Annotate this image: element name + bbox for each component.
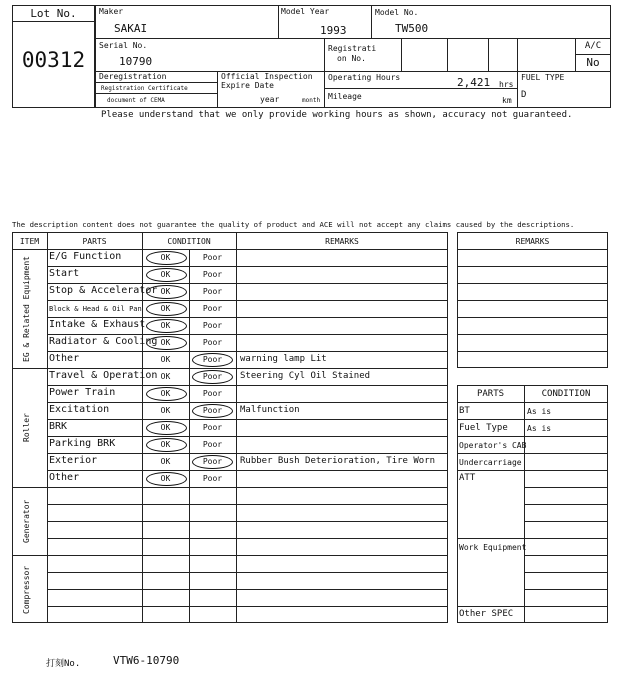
year-label: year: [260, 95, 280, 104]
poor-option: Poor: [202, 321, 223, 330]
ok-option: OK: [160, 457, 171, 466]
ok-option: OK: [160, 474, 171, 483]
registration-label-2: on No.: [337, 54, 366, 63]
group-roller: Roller: [22, 413, 31, 443]
selection-circle: [146, 472, 187, 486]
right-part-other-spec: Other SPEC: [459, 609, 514, 619]
ok-option: OK: [160, 389, 171, 398]
selection-circle: [192, 404, 233, 418]
poor-option: Poor: [202, 253, 223, 262]
ok-option: OK: [160, 338, 171, 347]
model-no-label: Model No.: [375, 8, 419, 17]
model-no-value: TW500: [395, 22, 429, 35]
right-parts-header: PARTS: [476, 389, 505, 399]
poor-option: Poor: [202, 287, 223, 296]
remark-text: warning lamp Lit: [240, 354, 327, 364]
condition-header: CONDITION: [167, 237, 211, 246]
stamp-no-label: 打刻No.: [46, 659, 81, 669]
part-label: Exterior: [49, 455, 98, 466]
ok-option: OK: [160, 287, 171, 296]
serial-value: 10790: [119, 55, 153, 68]
part-label: Excitation: [49, 404, 110, 415]
right-condition-header: CONDITION: [541, 389, 591, 399]
selection-circle: [146, 421, 187, 435]
stamp-no-value: VTW6-10790: [113, 654, 180, 667]
poor-option: Poor: [202, 406, 223, 415]
selection-circle: [146, 268, 187, 282]
selection-circle: [146, 251, 187, 265]
part-label: Parking BRK: [49, 438, 116, 449]
right-part-work-equipment: Work Equipment: [459, 543, 527, 552]
hours-notice: Please understand that we only provide working hours as shown, accuracy not guaranteed.: [101, 110, 573, 120]
ac-value: No: [586, 56, 600, 69]
ok-option: OK: [160, 372, 171, 381]
ac-label: A/C: [584, 41, 602, 51]
poor-option: Poor: [202, 270, 223, 279]
right-part-att: ATT: [459, 473, 476, 483]
group-compressor: Compressor: [22, 565, 31, 614]
part-label: Block & Head & Oil Pan: [49, 305, 142, 313]
deregistration-label: Deregistration: [99, 72, 167, 81]
maker-label: Maker: [99, 7, 124, 16]
poor-option: Poor: [202, 304, 223, 313]
ok-option: OK: [160, 253, 171, 262]
group-generator: Generator: [22, 499, 31, 544]
poor-option: Poor: [202, 474, 223, 483]
part-label: Start: [49, 268, 80, 279]
remark-text: Steering Cyl Oil Stained: [240, 371, 371, 381]
model-year-value: 1993: [320, 24, 347, 37]
fuel-type-label: FUEL TYPE: [521, 73, 565, 82]
selection-circle: [192, 353, 233, 367]
km-unit: km: [502, 96, 512, 105]
part-label: Other: [49, 353, 80, 364]
poor-option: Poor: [202, 440, 223, 449]
remark-text: Rubber Bush Deterioration, Tire Worn: [240, 456, 436, 466]
ok-option: OK: [160, 270, 171, 279]
selection-circle: [192, 455, 233, 469]
operating-hours-label: Operating Hours: [328, 73, 401, 82]
right-part-undercarriage: Undercarriage: [459, 458, 522, 467]
part-label: Travel & Operation: [49, 370, 158, 381]
parts-header: PARTS: [82, 237, 107, 246]
remarks-header: REMARKS: [325, 237, 359, 246]
operating-hours-value: 2,421: [457, 76, 491, 89]
fuel-type-value: D: [521, 90, 527, 100]
part-label: BRK: [49, 421, 68, 432]
registration-label-1: Registrati: [328, 44, 377, 53]
maker-value: SAKAI: [114, 22, 148, 35]
ok-option: OK: [160, 304, 171, 313]
right-part-fuel-type: Fuel Type: [459, 423, 508, 433]
remark-text: Malfunction: [240, 405, 300, 415]
part-label: Stop & Accelerator: [49, 285, 158, 296]
poor-option: Poor: [202, 372, 223, 381]
registration-certificate-label: Registration Certificate: [101, 85, 188, 92]
poor-option: Poor: [202, 457, 223, 466]
ok-option: OK: [160, 406, 171, 415]
lot-number: 00312: [21, 48, 86, 72]
selection-circle: [146, 302, 187, 316]
disclaimer: The description content does not guarantee the quality of product and ACE will not accept any claims caused by the descriptions.: [12, 220, 575, 229]
group-eg-related-equipment: EG & Related Equipment: [22, 256, 31, 362]
right-condition-fuel-type: As is: [527, 424, 552, 433]
part-label: Intake & Exhaust: [49, 319, 146, 330]
selection-circle: [146, 438, 187, 452]
poor-option: Poor: [202, 389, 223, 398]
right-remarks-header: REMARKS: [515, 237, 550, 246]
ok-option: OK: [160, 423, 171, 432]
selection-circle: [192, 370, 233, 384]
cema-document-label: document of CEMA: [107, 97, 165, 104]
serial-label: Serial No.: [99, 41, 148, 50]
right-part-bt: BT: [459, 406, 470, 416]
ok-option: OK: [160, 355, 171, 364]
selection-circle: [146, 387, 187, 401]
mileage-label: Mileage: [328, 92, 362, 101]
ok-option: OK: [160, 321, 171, 330]
part-label: Radiator & Cooling: [49, 336, 158, 347]
selection-circle: [146, 319, 187, 333]
right-condition-bt: As is: [527, 407, 552, 416]
inspection-label-1: Official Inspection: [221, 72, 313, 81]
part-label: Power Train: [49, 387, 116, 398]
ok-option: OK: [160, 440, 171, 449]
selection-circle: [146, 285, 187, 299]
item-header: ITEM: [19, 237, 40, 246]
inspection-label-2: Expire Date: [221, 81, 274, 90]
month-label: month: [302, 97, 321, 104]
selection-circle: [146, 336, 187, 350]
poor-option: Poor: [202, 423, 223, 432]
lot-label: Lot No.: [30, 7, 77, 20]
poor-option: Poor: [202, 338, 223, 347]
right-part-operator-cab: Operator's CAB: [459, 441, 527, 450]
part-label: E/G Function: [49, 251, 122, 262]
hrs-unit: hrs: [499, 80, 514, 89]
model-year-label: Model Year: [281, 7, 330, 16]
poor-option: Poor: [202, 355, 223, 364]
part-label: Other: [49, 472, 80, 483]
